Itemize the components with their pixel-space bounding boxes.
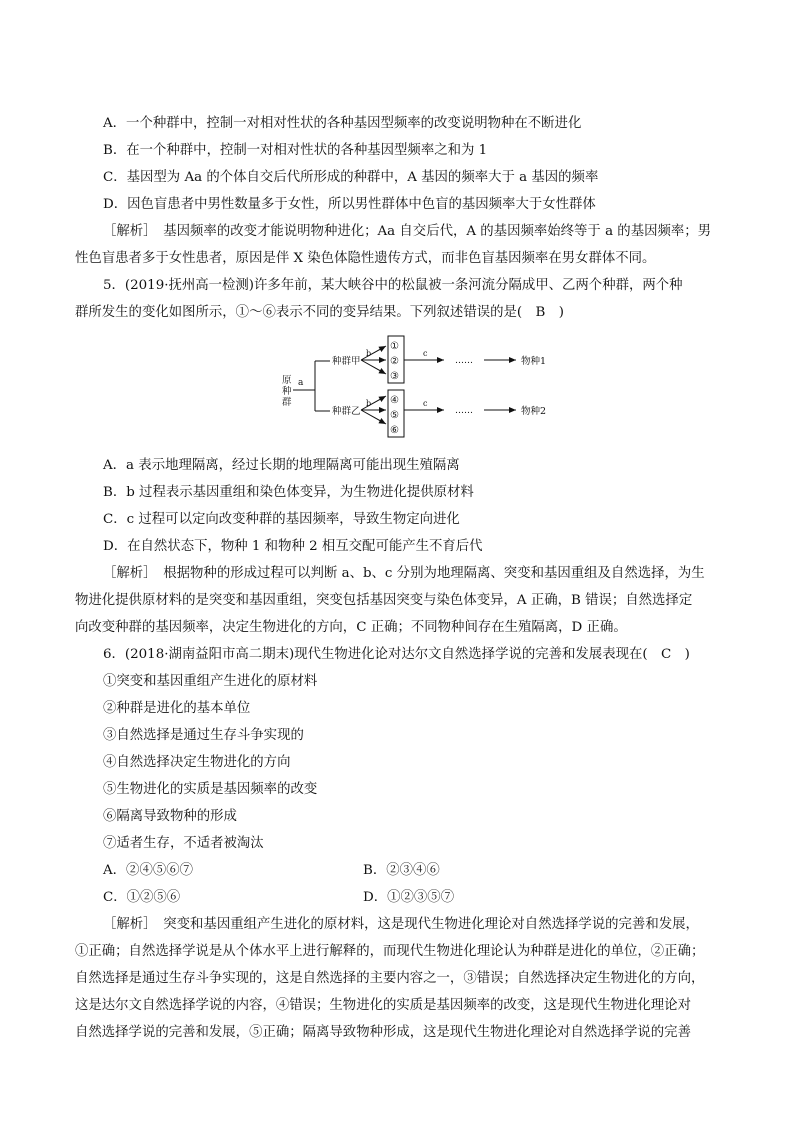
q5-analysis-line-1: ［解析］ 根据物种的形成过程可以判断 a、b、c 分别为地理隔离、突变和基因重组及自然选择，为生	[103, 566, 705, 581]
q5-stem-line-2: 群所发生的变化如图所示，①～⑥表示不同的变异结果。下列叙述错误的是( B )	[75, 305, 564, 320]
q5-stem-line-1: 5．(2019·抚州高一检测)许多年前，某大峡谷中的松鼠被一条河流分隔成甲、乙两个种群，两个种	[103, 278, 683, 293]
q6-analysis-line-5: 自然选择学说的完善和发展，⑤正确；隔离导致物种形成，这是现代生物进化理论对自然选择学说的完善	[75, 1025, 691, 1040]
label-b-bottom: b	[366, 399, 372, 408]
label-c-top: c	[423, 349, 428, 358]
q6-item-2: ②种群是进化的基本单位	[103, 701, 251, 716]
q6-item-6: ⑥隔离导致物种的形成	[103, 809, 237, 824]
ellipsis-top: ……	[455, 356, 473, 366]
q5-option-c: C．c 过程可以定向改变种群的基因频率，导致生物定向进化	[103, 512, 460, 527]
q6-item-5: ⑤生物进化的实质是基因频率的改变	[103, 782, 318, 797]
q4-analysis-line-2: 性色盲患者多于女性患者，原因是伴 X 染色体隐性遗传方式，而非色盲基因频率在男女群体不同。	[75, 251, 656, 266]
label-b-top: b	[366, 349, 372, 358]
species-2: 物种2	[521, 406, 547, 417]
variation-2: ②	[390, 356, 399, 367]
q5-analysis-line-2: 物进化提供原材料的是突变和基因重组，突变包括基因突变与染色体变异，A 正确，B 错误；自然选择定	[75, 593, 693, 608]
q6-analysis-line-4: 这是达尔文自然选择学说的内容，④错误；生物进化的实质是基因频率的改变，这是现代生物进化理论对	[75, 998, 691, 1013]
q6-option-c: C．①②⑤⑥	[103, 890, 181, 905]
q6-option-b: B．②③④⑥	[363, 863, 440, 878]
q4-option-d: D．因色盲患者中男性数量多于女性，所以男性群体中色盲的基因频率大于女性群体	[103, 197, 596, 212]
q5-analysis-line-3: 向改变种群的基因频率，决定生物进化的方向，C 正确；不同物种间存在生殖隔离，D 正确。	[75, 620, 627, 635]
variation-4: ④	[390, 395, 399, 406]
population-yi: 种群乙	[332, 406, 361, 417]
label-c-bottom: c	[423, 399, 428, 408]
origin-population-char-3: 群	[282, 397, 292, 408]
q5-option-d: D．在自然状态下，物种 1 和物种 2 相互交配可能产生不育后代	[103, 539, 483, 554]
variation-5: ⑤	[390, 410, 399, 421]
q4-option-a: A．一个种群中，控制一对相对性状的各种基因型频率的改变说明物种在不断进化	[103, 116, 582, 131]
q6-option-d: D．①②③⑤⑦	[363, 890, 455, 905]
q4-option-c: C．基因型为 Aa 的个体自交后代所形成的种群中，A 基因的频率大于 a 基因的频率	[103, 170, 599, 185]
label-a: a	[298, 378, 304, 388]
q6-item-7: ⑦适者生存，不适者被淘汰	[103, 836, 264, 851]
species-1: 物种1	[521, 356, 547, 367]
q6-option-a: A．②④⑤⑥⑦	[103, 863, 194, 878]
q4-option-b: B．在一个种群中，控制一对相对性状的各种基因型频率之和为 1	[103, 143, 488, 158]
q6-analysis-line-3: 自然选择是通过生存斗争实现的，这是自然选择的主要内容之一，③错误；自然选择决定生物进化的方向，	[75, 971, 705, 986]
q4-analysis-line-1: ［解析］ 基因频率的改变才能说明物种进化；Aa 自交后代，A 的基因频率始终等于 a 的基因频率；男	[103, 224, 712, 239]
q6-item-3: ③自然选择是通过生存斗争实现的	[103, 728, 304, 743]
q6-item-4: ④自然选择决定生物进化的方向	[103, 755, 291, 770]
population-jia: 种群甲	[332, 356, 361, 367]
q5-option-a: A．a 表示地理隔离，经过长期的地理隔离可能出现生殖隔离	[103, 458, 460, 473]
origin-population-char-1: 原	[282, 375, 292, 386]
ellipsis-bottom: ……	[455, 406, 473, 416]
q6-analysis-line-2: ①正确；自然选择学说是从个体水平上进行解释的，而现代生物进化理论认为种群是进化的单位，②正确；	[75, 944, 705, 959]
origin-population-char-2: 种	[282, 386, 292, 397]
variation-3: ③	[390, 371, 399, 382]
q6-analysis-line-1: ［解析］ 突变和基因重组产生进化的原材料，这是现代生物进化理论对自然选择学说的完善和发展，	[103, 917, 699, 932]
variation-6: ⑥	[390, 425, 399, 436]
variation-1: ①	[390, 341, 399, 352]
q6-stem: 6．(2018·湖南益阳市高二期末)现代生物进化论对达尔文自然选择学说的完善和发展表现在( C )	[103, 647, 690, 662]
q5-option-b: B．b 过程表示基因重组和染色体变异，为生物进化提供原材料	[103, 485, 474, 500]
q6-item-1: ①突变和基因重组产生进化的原材料	[103, 674, 318, 689]
